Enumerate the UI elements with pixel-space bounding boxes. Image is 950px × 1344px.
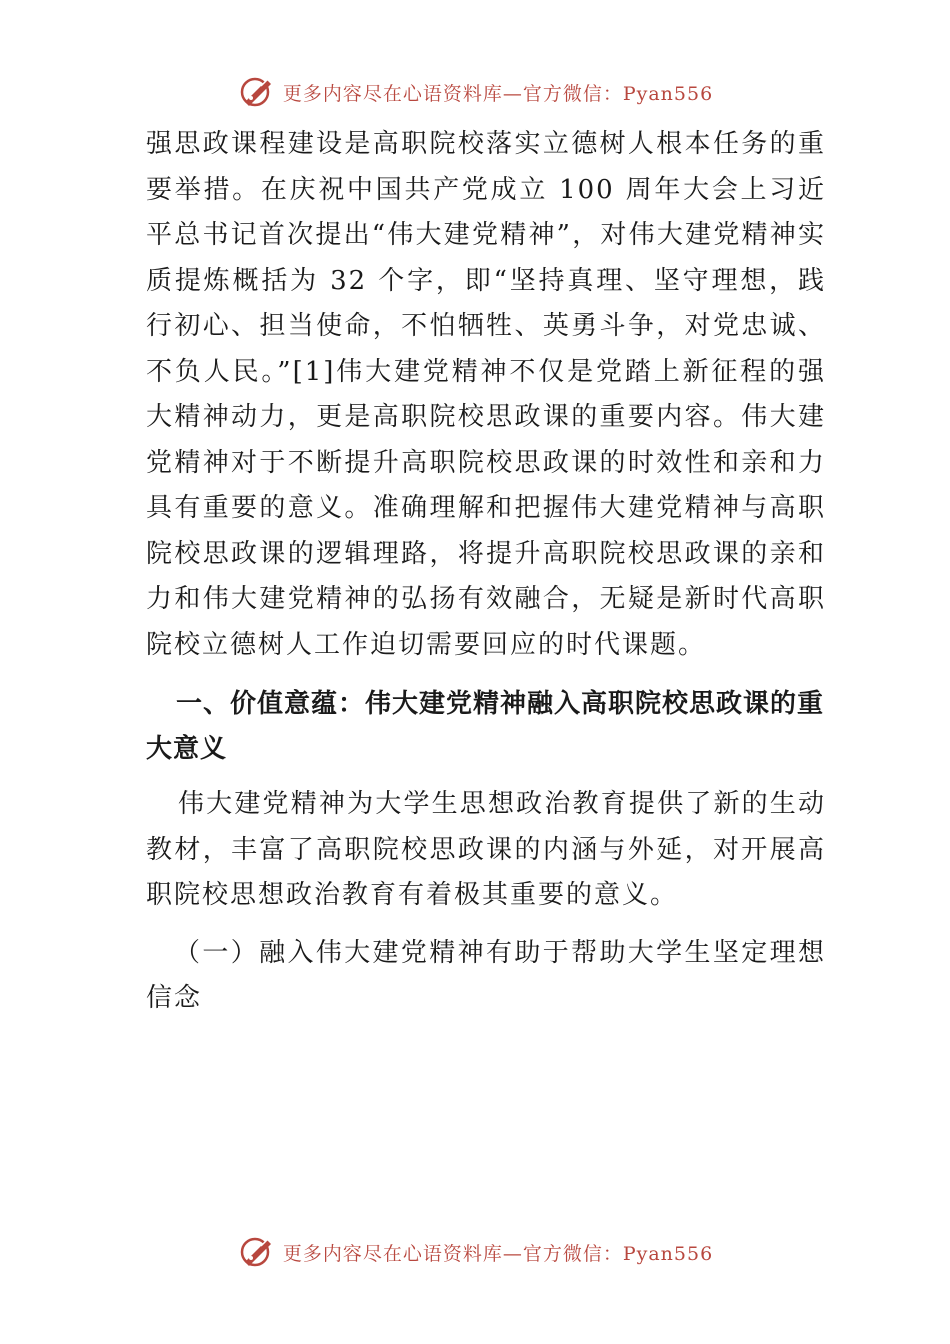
body-paragraph-2: 伟大建党精神为大学生思想政治教育提供了新的生动教材，丰富了高职院校思政课的内涵与外延，对开展高职院校思想政治教育有着极其重要的意义。 [146,789,826,910]
section-heading-1: 一、价值意蕴：伟大建党精神融入高职院校思政课的重大意义 [146,689,825,764]
document-body [146,122,826,1022]
pen-nib-logo-icon [237,72,277,112]
pen-nib-logo-icon [237,1232,277,1272]
header-watermark [0,70,950,114]
body-paragraph-1: 强思政课程建设是高职院校落实立德树人根本任务的重要举措。在庆祝中国共产党成立 100 周年大会上习近平总书记首次提出“伟大建党精神”，对伟大建党精神实质提炼概括为 32 个字，即“坚持真理、坚守理想，践行初心、担当使命，不怕牺牲、英勇斗争，对党忠诚、不负人民。”[1]伟大建党精神不仅是党踏上新征程的强大精神动力，更是高职院校思政课的重要内容。伟大建党精神对于不断提升高职院校思政课的时效性和亲和力具有重要的意义。准确理解和把握伟大建党精神与高职院校思政课的逻辑理路，将提升高职院校思政课的亲和力和伟大建党精神的弘扬有效融合，无疑是新时代高职院校立德树人工作迫切需要回应的时代课题。 [146,129,826,660]
subsection-heading-1: （一）融入伟大建党精神有助于帮助大学生坚定理想信念 [146,937,826,1013]
watermark-text: 更多内容尽在心语资料库—官方微信：Pyan556 [282,1242,714,1265]
watermark-text: 更多内容尽在心语资料库—官方微信：Pyan556 [282,82,714,105]
footer-watermark [0,1230,950,1274]
